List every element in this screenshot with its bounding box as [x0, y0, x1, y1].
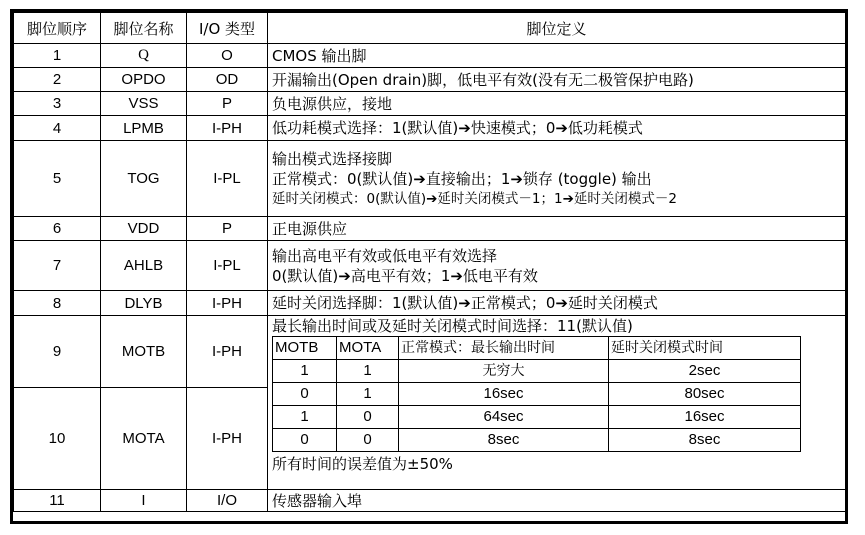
definition-line: 传感器输入埠: [272, 491, 363, 510]
timing-cell: 8sec: [399, 429, 609, 452]
timing-table: [272, 336, 801, 452]
timing-note: 所有时间的误差值为±50%: [272, 455, 453, 473]
pin-number: 9: [14, 316, 101, 388]
timing-cell: 80sec: [609, 383, 801, 406]
timing-header-motb: MOTB: [273, 337, 337, 360]
pin-definition: [268, 68, 846, 92]
timing-cell: 1: [337, 360, 399, 383]
table-row: [14, 316, 846, 388]
pin-io-type: I/O: [187, 490, 268, 512]
timing-cell: 1: [337, 383, 399, 406]
pin-definition: [268, 490, 846, 512]
timing-row: [273, 406, 801, 429]
definition-line: 正电源供应: [272, 219, 348, 238]
pin-number: 5: [14, 141, 101, 217]
pin-name: Q: [101, 44, 187, 68]
header-io-type: I/O 类型: [187, 13, 268, 44]
timing-header-row: [273, 337, 801, 360]
definition-line: 0(默认值)➔高电平有效；1➔低电平有效: [272, 266, 538, 285]
pin-io-type: P: [187, 217, 268, 241]
pin-io-type: I-PL: [187, 141, 268, 217]
pin-io-type: I-PH: [187, 316, 268, 388]
pin-definition: [268, 116, 846, 141]
pin-number: 10: [14, 388, 101, 490]
pin-definition: [268, 44, 846, 68]
pin-io-type: I-PH: [187, 291, 268, 316]
timing-cell: 无穷大: [399, 360, 609, 383]
pin-number: 3: [14, 92, 101, 116]
pin-io-type: P: [187, 92, 268, 116]
header-pin-order: 脚位顺序: [14, 13, 101, 44]
pin-name: VDD: [101, 217, 187, 241]
pin-definition-table: [13, 12, 846, 512]
pin-io-type: I-PL: [187, 241, 268, 291]
definition-line: 输出模式选择接脚: [272, 149, 393, 168]
pin-io-type: I-PH: [187, 388, 268, 490]
table-row: [14, 241, 846, 291]
timing-row: [273, 383, 801, 406]
table-row: [14, 217, 846, 241]
table-row: [14, 291, 846, 316]
table-row: [14, 116, 846, 141]
definition-line: CMOS 输出脚: [272, 46, 367, 65]
pin-definition: [268, 141, 846, 217]
timing-header-mota: MOTA: [337, 337, 399, 360]
timing-cell: 16sec: [399, 383, 609, 406]
definition-line: 负电源供应，接地: [272, 94, 393, 113]
pin-definition: [268, 217, 846, 241]
timing-header-normal: 正常模式：最长输出时间: [399, 337, 609, 360]
timing-cell: 8sec: [609, 429, 801, 452]
pin-name: DLYB: [101, 291, 187, 316]
definition-line: 延时关闭选择脚：1(默认值)➔正常模式；0➔延时关闭模式: [272, 294, 658, 312]
header-pin-name: 脚位名称: [101, 13, 187, 44]
definition-line: 开漏输出(Open drain)脚，低电平有效(没有无二极管保护电路): [272, 70, 694, 89]
pin-definition: [268, 92, 846, 116]
pin-number: 6: [14, 217, 101, 241]
pin-io-type: OD: [187, 68, 268, 92]
pin-number: 1: [14, 44, 101, 68]
timing-cell: 1: [273, 406, 337, 429]
timing-definition: [268, 316, 846, 490]
header-pin-definition: 脚位定义: [268, 13, 846, 44]
timing-cell: 0: [273, 383, 337, 406]
table-row: [14, 490, 846, 512]
timing-row: [273, 429, 801, 452]
timing-header-delay: 延时关闭模式时间: [609, 337, 801, 360]
pin-number: 8: [14, 291, 101, 316]
timing-cell: 2sec: [609, 360, 801, 383]
pin-name: TOG: [101, 141, 187, 217]
pin-number: 2: [14, 68, 101, 92]
timing-cell: 64sec: [399, 406, 609, 429]
pin-name: AHLB: [101, 241, 187, 291]
timing-cell: 16sec: [609, 406, 801, 429]
definition-line: 延时关闭模式：0(默认值)➔延时关闭模式－1；1➔延时关闭模式－2: [272, 190, 678, 207]
table-row: [14, 68, 846, 92]
pin-name: I: [101, 490, 187, 512]
timing-cell: 0: [273, 429, 337, 452]
pin-name: OPDO: [101, 68, 187, 92]
pin-io-type: O: [187, 44, 268, 68]
pin-name: MOTB: [101, 316, 187, 388]
definition-line: 低功耗模式选择：1(默认值)➔快速模式；0➔低功耗模式: [272, 119, 643, 137]
header-row: [14, 13, 846, 44]
timing-cell: 0: [337, 429, 399, 452]
pin-definition: [268, 291, 846, 316]
pin-number: 4: [14, 116, 101, 141]
timing-title: 最长输出时间或及延时关闭模式时间选择：11(默认值): [272, 317, 633, 335]
timing-cell: 1: [273, 360, 337, 383]
definition-line: 正常模式：0(默认值)➔直接输出；1➔锁存 (toggle) 输出: [272, 169, 652, 188]
timing-cell: 0: [337, 406, 399, 429]
pin-io-type: I-PH: [187, 116, 268, 141]
timing-row: [273, 360, 801, 383]
table-row: [14, 141, 846, 217]
pin-definition: [268, 241, 846, 291]
table-row: [14, 44, 846, 68]
pin-name: LPMB: [101, 116, 187, 141]
table-row: [14, 92, 846, 116]
pin-name: VSS: [101, 92, 187, 116]
pin-number: 7: [14, 241, 101, 291]
pin-number: 11: [14, 490, 101, 512]
definition-line: 输出高电平有效或低电平有效选择: [272, 246, 498, 265]
pin-name: MOTA: [101, 388, 187, 490]
